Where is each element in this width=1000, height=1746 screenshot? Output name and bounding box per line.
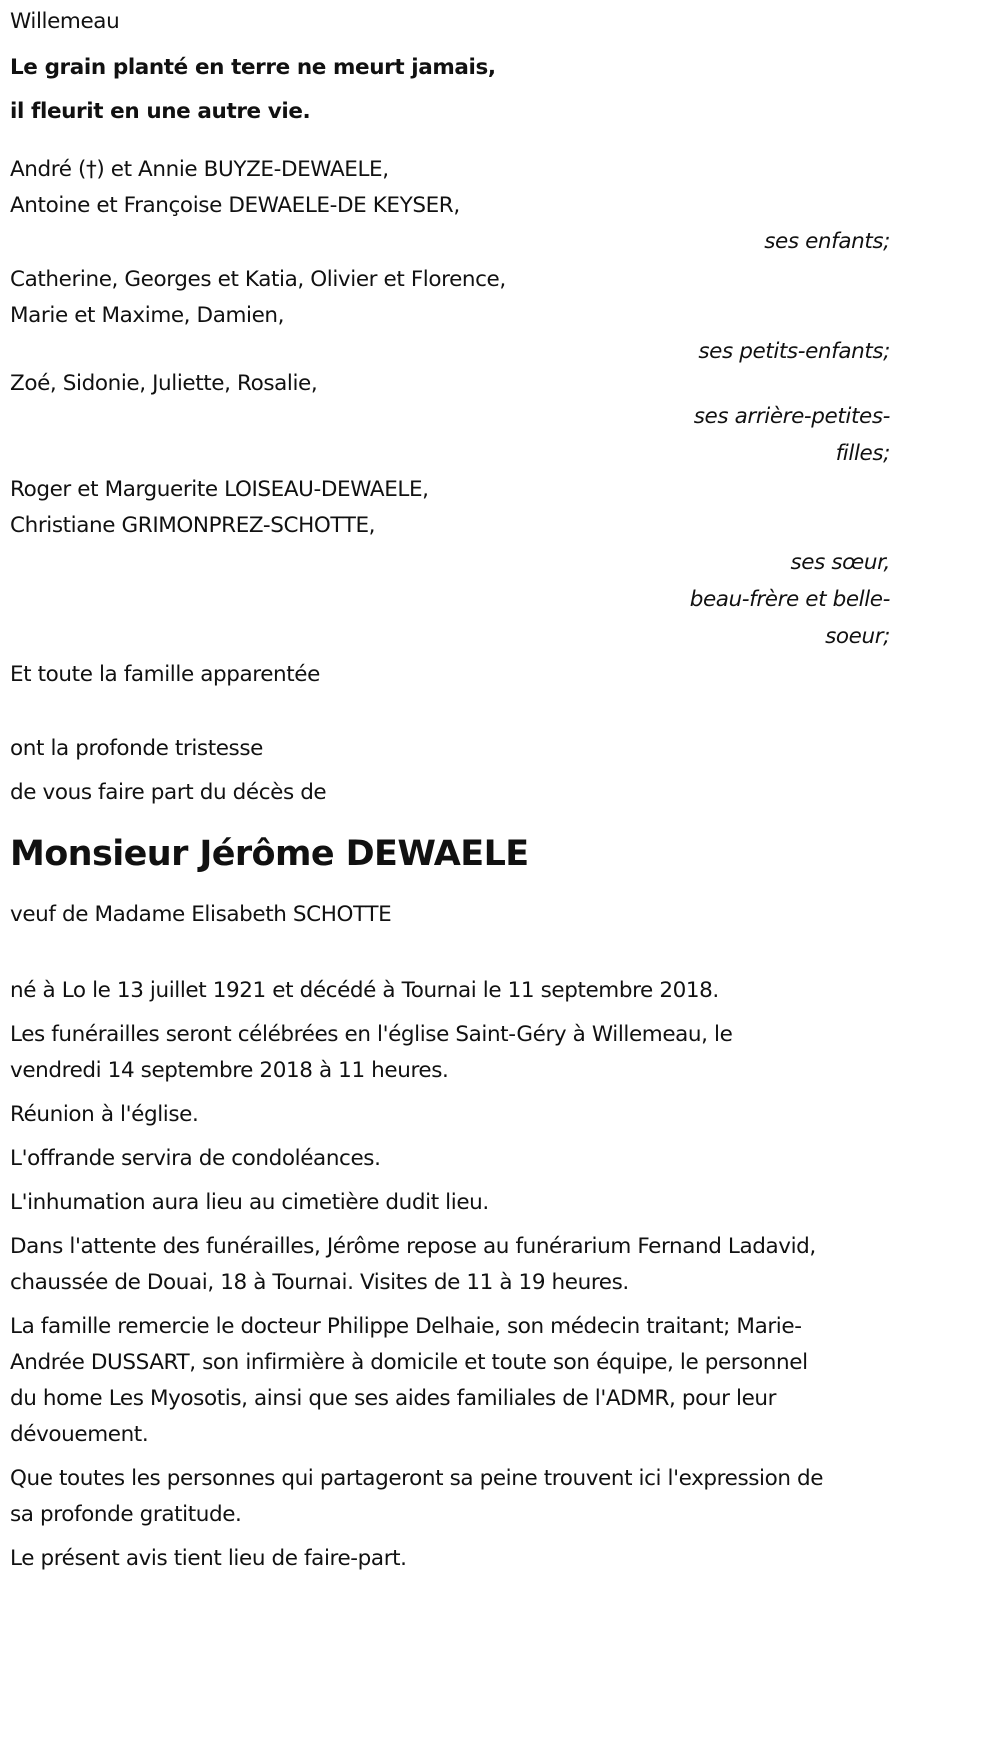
relation-label: ses enfants;: [764, 229, 890, 254]
funeral-info: Les funérailles seront célébrées en l'église Saint-Géry à Willemeau, le vendredi 14 septembre 2018 à 11 heures.: [10, 1022, 733, 1083]
burial-info: L'inhumation aura lieu au cimetière dudit lieu.: [10, 1190, 489, 1215]
family-group-children: [10, 152, 890, 260]
family-names-line: André (†) et Annie BUYZE-DEWAELE,: [10, 157, 389, 182]
relation-label: [650, 544, 890, 655]
meeting-info: Réunion à l'église.: [10, 1102, 199, 1127]
relation-label-line: filles;: [835, 441, 890, 466]
offering-info: L'offrande servira de condoléances.: [10, 1146, 381, 1171]
funeral-home-info: Dans l'attente des funérailles, Jérôme repose au funérarium Fernand Ladavid, chaussée de Douai, 18 à Tournai. Visites de 11 à 19 heures.: [10, 1234, 816, 1295]
motto-line: il fleurit en une autre vie.: [10, 99, 311, 124]
family-names-line: Catherine, Georges et Katia, Olivier et Florence,: [10, 267, 506, 292]
relation-label-line: soeur;: [825, 624, 890, 649]
announcement: [10, 727, 890, 815]
relation-label: [650, 398, 890, 472]
gratitude: Que toutes les personnes qui partageront sa peine trouvent ici l'expression de sa profonde gratitude.: [10, 1466, 824, 1527]
family-names-line: Zoé, Sidonie, Juliette, Rosalie,: [10, 371, 318, 396]
extended-family: Et toute la famille apparentée: [10, 662, 320, 687]
family-names-line: Roger et Marguerite LOISEAU-DEWAELE,: [10, 477, 429, 502]
motto: [10, 46, 890, 134]
motto-line: Le grain planté en terre ne meurt jamais,: [10, 55, 496, 80]
birth-death-info: né à Lo le 13 juillet 1921 et décédé à Tournai le 11 septembre 2018.: [10, 978, 719, 1003]
family-group-siblings: [10, 472, 890, 655]
relation-label: ses petits-enfants;: [698, 339, 890, 364]
deceased-name: Monsieur Jérôme DEWAELE: [10, 834, 529, 874]
family-group-great-granddaughters: [10, 366, 890, 472]
announcement-line: ont la profonde tristesse: [10, 736, 263, 761]
announcement-line: de vous faire part du décès de: [10, 780, 327, 805]
notice-statement: Le présent avis tient lieu de faire-part.: [10, 1546, 407, 1571]
relation-label-line: ses sœur,: [790, 550, 890, 575]
relation-label-line: beau-frère et belle-: [689, 587, 890, 612]
widower-of: veuf de Madame Elisabeth SCHOTTE: [10, 902, 392, 927]
family-names-line: Antoine et Françoise DEWAELE-DE KEYSER,: [10, 193, 460, 218]
town-name: Willemeau: [10, 9, 120, 34]
details: [10, 973, 890, 1577]
acknowledgements: La famille remercie le docteur Philippe Delhaie, son médecin traitant; Marie-Andrée DUSSART, son infirmière à domicile et toute son équipe, le personnel du home Les Myosotis, ainsi que ses aides familiales de l'ADMR, pour leur dévouement.: [10, 1314, 808, 1447]
relation-label-line: ses arrière-petites-: [693, 404, 890, 429]
family-group-grandchildren: [10, 262, 890, 370]
family-names-line: Marie et Maxime, Damien,: [10, 303, 285, 328]
family-names-line: Christiane GRIMONPREZ-SCHOTTE,: [10, 513, 376, 538]
